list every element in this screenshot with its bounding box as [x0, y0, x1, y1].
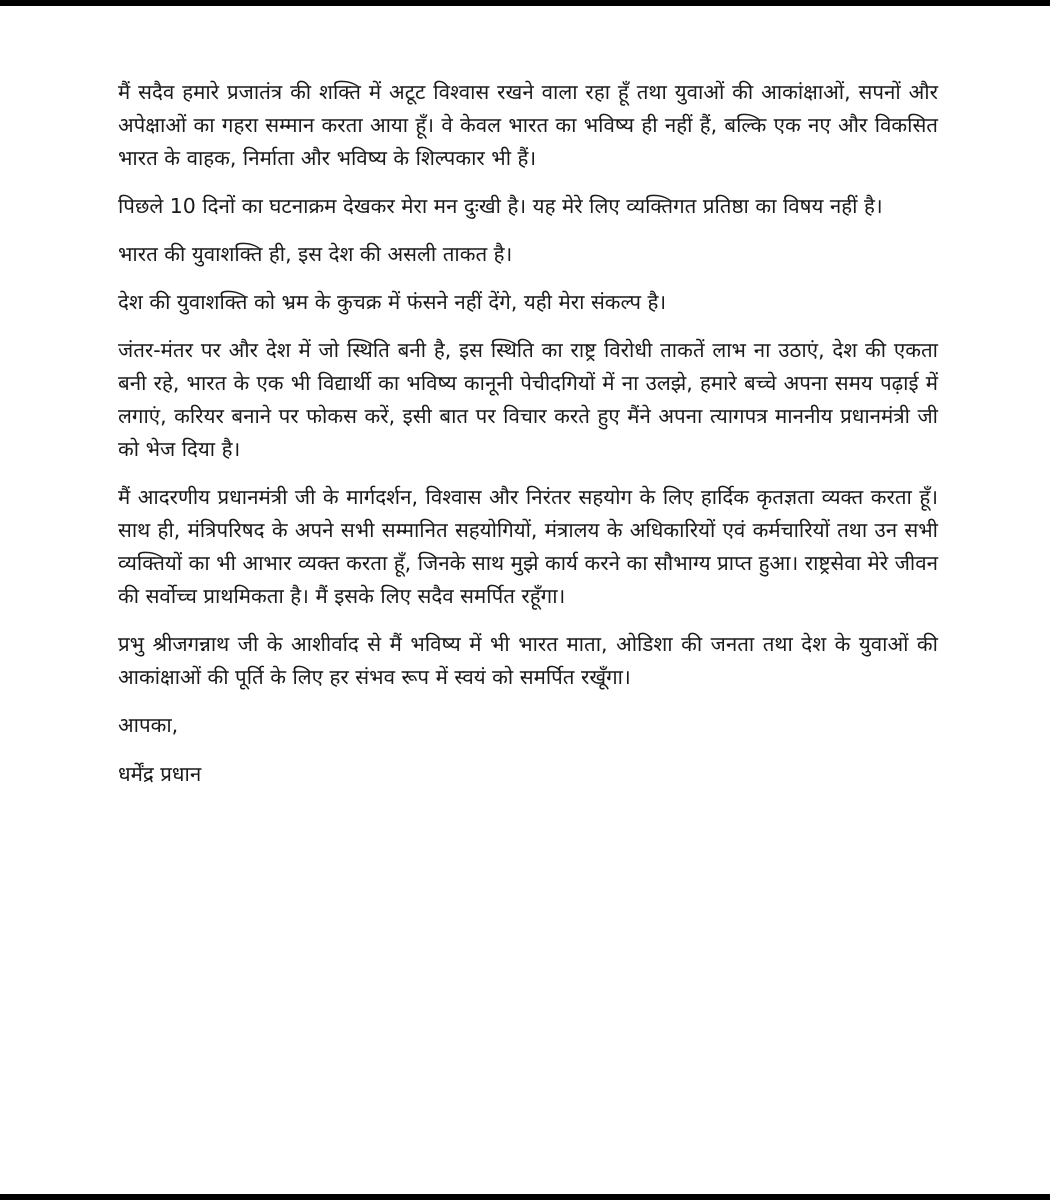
closing-salutation: आपका,	[118, 713, 179, 737]
paragraph-resolve: देश की युवाशक्ति को भ्रम के कुचक्र में फंसने नहीं देंगे, यही मेरा संकल्प है।	[118, 290, 667, 314]
signature-name: धर्मेंद्र प्रधान	[118, 762, 202, 786]
paragraph-resignation: जंतर-मंतर पर और देश में जो स्थिति बनी है, इस स्थिति का राष्ट्र विरोधी ताकतें लाभ ना उठाएं, देश की एकता बनी रहे, भारत के एक भी विद्यार्थी का भविष्य कानूनी पेचीदगियों में ना उलझे, हमारे बच्चे अपना समय पढ़ाई में लगाएं, करियर बनाने पर फोकस करें, इसी बात पर विचार करते हुए मैंने अपना त्यागपत्र माननीय प्रधानमंत्री जी को भेज दिया है।	[118, 338, 938, 461]
letter-body	[118, 76, 938, 807]
paragraph-recent-events: पिछले 10 दिनों का घटनाक्रम देखकर मेरा मन दुःखी है। यह मेरे लिए व्यक्तिगत प्रतिष्ठा का विषय नहीं है।	[118, 194, 883, 218]
paragraph-youth-strength: भारत की युवाशक्ति ही, इस देश की असली ताकत है।	[118, 242, 513, 266]
paragraph-blessing: प्रभु श्रीजगन्नाथ जी के आशीर्वाद से मैं भविष्य में भी भारत माता, ओडिशा की जनता तथा देश के युवाओं की आकांक्षाओं की पूर्ति के लिए हर संभव रूप में स्वयं को समर्पित रखूँगा।	[118, 632, 938, 689]
paragraph-democracy-youth: मैं सदैव हमारे प्रजातंत्र की शक्ति में अटूट विश्वास रखने वाला रहा हूँ तथा युवाओं की आकांक्षाओं, सपनों और अपेक्षाओं का गहरा सम्मान करता आया हूँ। वे केवल भारत का भविष्य ही नहीं हैं, बल्कि एक नए और विकसित भारत के वाहक, निर्माता और भविष्य के शिल्पकार भी हैं।	[118, 80, 938, 170]
paragraph-gratitude: मैं आदरणीय प्रधानमंत्री जी के मार्गदर्शन, विश्वास और निरंतर सहयोग के लिए हार्दिक कृतज्ञता व्यक्त करता हूँ। साथ ही, मंत्रिपरिषद के अपने सभी सम्मानित सहयोगियों, मंत्रालय के अधिकारियों एवं कर्मचारियों तथा उन सभी व्यक्तियों का भी आभार व्यक्त करता हूँ, जिनके साथ मुझे कार्य करने का सौभाग्य प्राप्त हुआ। राष्ट्रसेवा मेरे जीवन की सर्वोच्च प्राथमिकता है। मैं इसके लिए सदैव समर्पित रहूँगा।	[118, 485, 938, 608]
letter-page	[0, 6, 1050, 1194]
